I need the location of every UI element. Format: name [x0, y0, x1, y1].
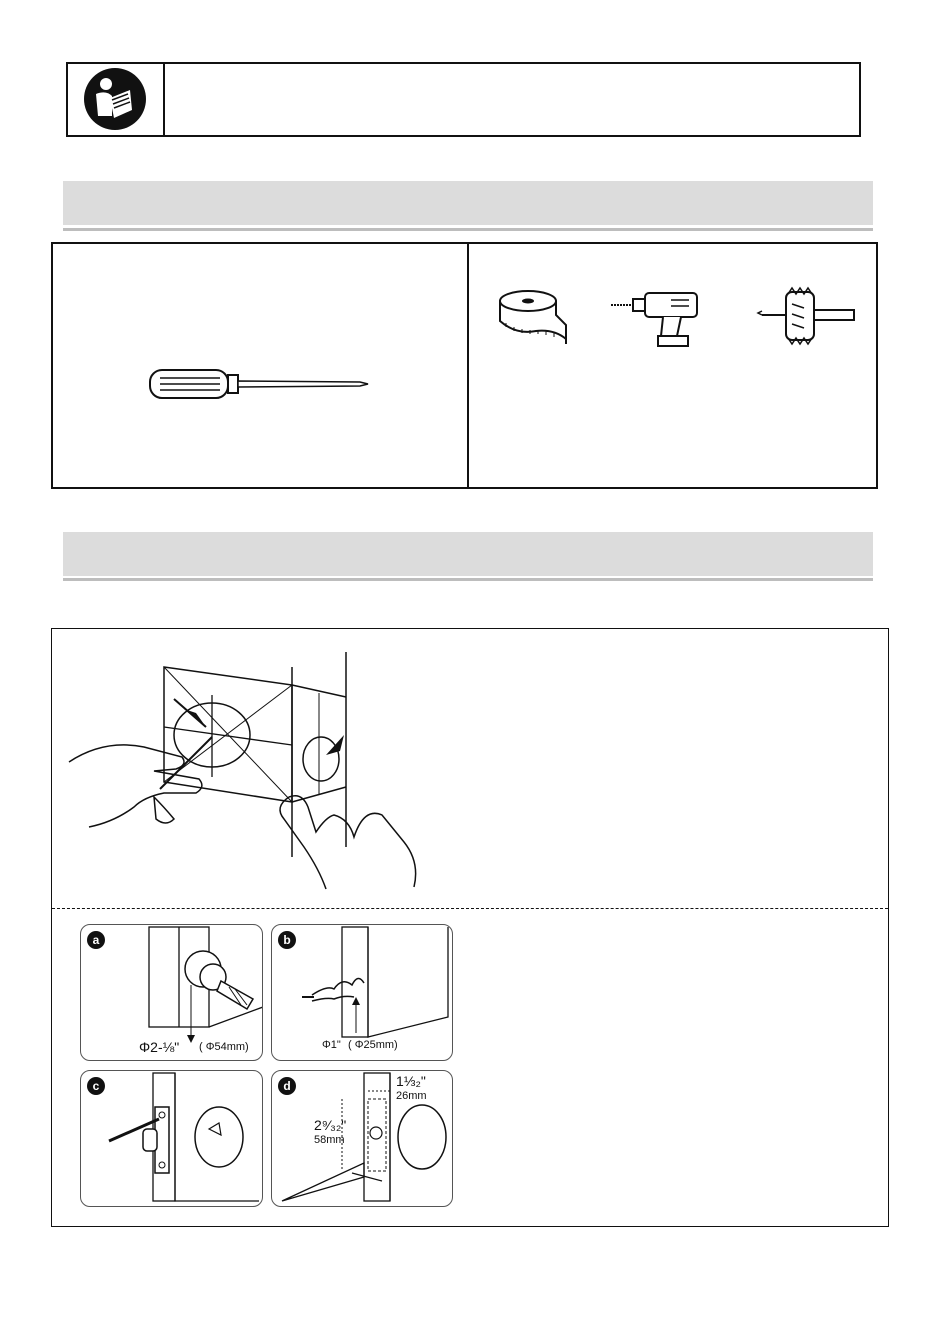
height-imperial: 2⁹⁄₃₂" — [314, 1117, 347, 1133]
backset-metric: 26mm — [396, 1090, 427, 1102]
template-marking-illustration — [64, 647, 454, 892]
tools-box — [51, 242, 878, 489]
section-underline — [63, 228, 873, 231]
screwdriver-icon — [148, 364, 378, 404]
backset-imperial: 1⅓₂" — [396, 1073, 426, 1089]
step-panel-c — [80, 1070, 263, 1207]
latch-insertion-illustration — [81, 1071, 263, 1207]
tape-measure-icon — [496, 289, 571, 349]
read-manual-icon — [68, 64, 163, 135]
step-label: a — [87, 931, 105, 949]
edge-hole-diameter-metric: ( Φ25mm) — [348, 1039, 398, 1051]
section-underline — [63, 578, 873, 581]
height-metric: 58mm — [314, 1134, 345, 1146]
bore-diameter-imperial: Φ2-⅛" — [139, 1039, 180, 1055]
step-panel-d — [271, 1070, 453, 1207]
power-drill-icon — [611, 288, 721, 350]
step-panel-b — [271, 924, 453, 1061]
step-label: c — [87, 1077, 105, 1095]
edge-hole-diameter-imperial: Φ1" — [322, 1039, 341, 1051]
bore-diameter-metric: ( Φ54mm) — [199, 1041, 249, 1053]
step-label: d — [278, 1077, 296, 1095]
step-divider — [52, 908, 888, 909]
step-panel-a — [80, 924, 263, 1061]
section-header-installation — [63, 532, 873, 576]
tools-divider — [467, 244, 469, 487]
hole-saw-icon — [756, 284, 858, 350]
notice-icon-cell — [68, 64, 165, 135]
step-label: b — [278, 931, 296, 949]
installation-box — [51, 628, 889, 1227]
section-header-tools — [63, 181, 873, 225]
step-divider — [52, 1226, 888, 1227]
notice-box — [66, 62, 861, 137]
